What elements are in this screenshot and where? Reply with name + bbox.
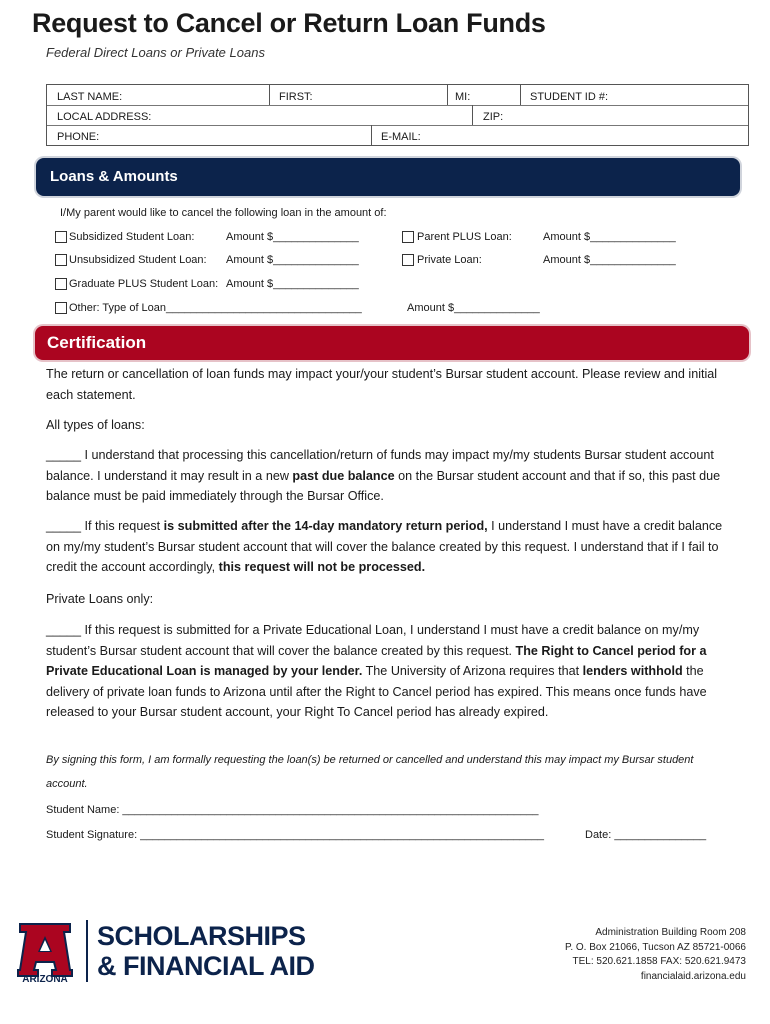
mi-field[interactable]: MI: [455,91,471,103]
student-id-field[interactable]: STUDENT ID #: [530,91,609,103]
address-line: Administration Building Room 208 [595,927,746,938]
private-loan-checkbox[interactable] [402,254,414,266]
phone-fax-line: TEL: 520.621.1858 FAX: 520.621.9473 [572,956,746,967]
info-row-divider [47,105,748,106]
page-subtitle: Federal Direct Loans or Private Loans [46,45,265,60]
info-row-divider [47,125,748,126]
loans-intro: I/My parent would like to cancel the following loan in the amount of: [60,207,387,219]
certification-section-title: Certification [47,333,147,352]
info-col-divider [269,85,270,105]
zip-field[interactable]: ZIP: [483,111,504,123]
loans-section-title: Loans & Amounts [50,168,178,185]
last-name-field[interactable]: LAST NAME: [57,91,123,103]
unsubsidized-amount[interactable]: Amount $______________ [226,254,359,266]
page-title: Request to Cancel or Return Loan Funds [32,8,546,38]
certification-intro: The return or cancellation of loan funds may impact your/your student’s Bursar student account. Please review and initial each statement. [46,367,718,402]
logo-divider [86,920,88,982]
first-name-field[interactable]: FIRST: [279,91,313,103]
parent-plus-checkbox[interactable] [402,231,414,243]
certification-section-header [35,326,749,360]
subsidized-label: Subsidized Student Loan: [69,231,195,243]
unsubsidized-label: Unsubsidized Student Loan: [69,254,207,266]
all-types-heading: All types of loans: [46,418,145,432]
other-loan-amount[interactable]: Amount $______________ [407,302,540,314]
parent-plus-amount[interactable]: Amount $______________ [543,231,676,243]
info-col-divider [472,105,473,125]
student-name-field[interactable]: Student Name: ____________________________________________________________________ [46,804,539,816]
date-field[interactable]: Date: _______________ [585,829,707,841]
info-col-divider [520,85,521,105]
student-signature-field[interactable]: Student Signature: __________________________________________________________________ [46,829,544,841]
signing-statement: By signing this form, I am formally requesting the loan(s) be returned or cancelled and understand this may impact my Bursar student account. [46,754,694,790]
contact-info [565,926,746,984]
private-loan-amount[interactable]: Amount $______________ [543,254,676,266]
grad-plus-amount[interactable]: Amount $______________ [226,278,359,290]
other-loan-label[interactable]: Other: Type of Loan________________________________ [69,302,362,314]
phone-field[interactable]: PHONE: [57,131,100,143]
subsidized-amount[interactable]: Amount $______________ [226,231,359,243]
statement-2[interactable]: _____ If this request is submitted after the 14-day mandatory return period, I understand I must have a credit balance on my/my student’s Bursar student account that will cover the balance created by this request. I understand that if I fail to credit the account accordingly, this request will not be processed. [46,519,723,574]
private-loans-heading: Private Loans only: [46,592,154,606]
university-logo [14,918,76,988]
logo-wordmark: ARIZONA [22,974,68,985]
loans-section-header [36,158,740,196]
info-col-divider [447,85,448,105]
office-name-line1: SCHOLARSHIPS [97,921,306,951]
student-info-box [46,84,749,146]
parent-plus-label: Parent PLUS Loan: [417,231,512,243]
po-box-line: P. O. Box 21066, Tucson AZ 85721-0066 [564,941,746,953]
grad-plus-checkbox[interactable] [55,278,67,290]
info-col-divider [371,125,372,146]
unsubsidized-checkbox[interactable] [55,254,67,266]
email-field[interactable]: E-MAIL: [381,131,421,143]
private-loan-label: Private Loan: [417,254,482,266]
office-name-line2: & FINANCIAL AID [97,951,315,981]
statement-1[interactable]: _____ I understand that processing this cancellation/return of funds may impact my/my students Bursar student account balance. I understand it may result in a new past due balance on the Bursar student account and that if so, this past due balance must be paid immediately through the Bursar Office. [46,448,721,503]
subsidized-checkbox[interactable] [55,231,67,243]
other-loan-checkbox[interactable] [55,302,67,314]
website-link[interactable]: financialaid.arizona.edu [640,970,746,982]
statement-3[interactable]: _____ If this request is submitted for a Private Educational Loan, I understand I must have a credit balance on my/my student’s Bursar student account that will cover the balance created by this request. The Right to Cancel period for a Private Educational Loan is managed by your lender. The University of Arizona requires that lenders withhold the delivery of private loan funds to Arizona until after the Right to Cancel period has expired. This means once funds have released to your Bursar student account, your Right To Cancel period has already expired. [46,623,707,719]
grad-plus-label: Graduate PLUS Student Loan: [69,278,219,290]
local-address-field[interactable]: LOCAL ADDRESS: [57,111,152,123]
